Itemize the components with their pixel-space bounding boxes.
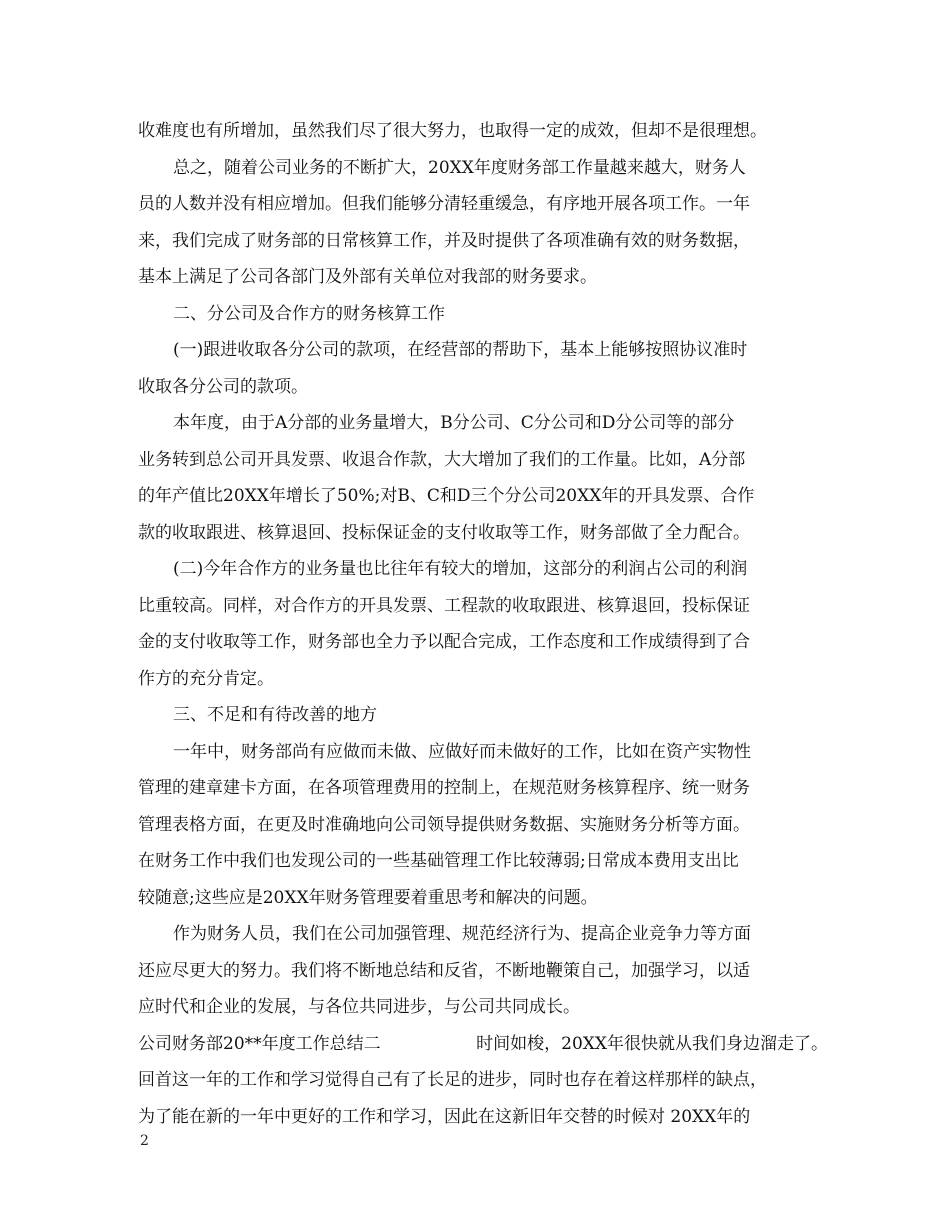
text-line: 业务转到总公司开具发票、收退合作款，大大增加了我们的工作量。比如，A分部 — [138, 449, 746, 470]
text-line: 基本上满足了公司各部门及外部有关单位对我部的财务要求。 — [138, 267, 597, 287]
text-line: 来，我们完成了财务部的日常核算工作，并及时提供了各项准确有效的财务数据， — [138, 230, 750, 251]
paragraph-start: 作为财务人员，我们在公司加强管理、规范经济行为、提高企业竞争力等方面 — [173, 924, 751, 944]
section-heading: 二、分公司及合作方的财务核算工作 — [173, 303, 445, 324]
text-line: 为了能在新的一年中更好的工作和学习，因此在这新旧年交替的时候对 20XX年的 — [138, 1106, 751, 1127]
text-line: 员的人数并没有相应增加。但我们能够分清轻重缓急，有序地开展各项工作。一年 — [138, 194, 750, 214]
section-two-title: 公司财务部20**年度工作总结二 — [138, 1033, 381, 1054]
text-line: 管理的建章建卡方面，在各项管理费用的控制上，在规范财务核算程序、统一财务 — [138, 778, 750, 798]
text-line: 款的收取跟进、核算退回、投标保证金的支付收取等工作，财务部做了全力配合。 — [138, 522, 750, 543]
text-line: 金的支付收取等工作，财务部也全力予以配合完成，工作态度和工作成绩得到了合 — [138, 632, 750, 652]
text-line: 在财务工作中我们也发现公司的一些基础管理工作比较薄弱;日常成本费用支出比 — [138, 851, 739, 871]
text-line: 回首这一年的工作和学习觉得自己有了长足的进步，同时也存在着这样那样的缺点， — [138, 1070, 767, 1090]
text-line: 较随意;这些应是20XX年财务管理要着重思考和解决的问题。 — [138, 887, 598, 908]
text-line: 应时代和企业的发展，与各位共同进步，与公司共同成长。 — [138, 997, 580, 1017]
page-number: 2 — [140, 1133, 149, 1149]
paragraph-start: 总之，随着公司业务的不断扩大，20XX年度财务部工作量越来越大，财务人 — [173, 157, 746, 178]
paragraph-start: 本年度，由于A分部的业务量增大，B分公司、C分公司和D分公司等的部分 — [173, 413, 735, 433]
paragraph-start: (二)今年合作方的业务量也比往年有较大的增加，这部分的利润占公司的利润 — [173, 559, 748, 579]
text-line: 比重较高。同样，对合作方的开具发票、工程款的收取跟进、核算退回，投标保证 — [138, 595, 750, 616]
text-line: 还应尽更大的努力。我们将不断地总结和反省，不断地鞭策自己，加强学习，以适 — [138, 960, 750, 981]
text-line: 的年产值比20XX年增长了50%;对B、C和D三个分公司20XX年的开具发票、合作 — [138, 486, 755, 506]
document-body — [138, 113, 828, 1135]
text-line: 管理表格方面，在更及时准确地向公司领导提供财务数据、实施财务分析等方面。 — [138, 814, 750, 835]
text-line: 作方的充分肯定。 — [138, 668, 274, 689]
paragraph-start: (一)跟进收取各分公司的款项，在经营部的帮助下，基本上能够按照协议准时 — [173, 340, 748, 360]
section-two-heading-line — [138, 1026, 828, 1063]
text-line: 收难度也有所增加，虽然我们尽了很大努力，也取得一定的成效，但却不是很理想。 — [138, 121, 767, 141]
section-heading: 三、不足和有待改善的地方 — [173, 705, 377, 725]
section-two-opening: 时间如梭，20XX年很快就从我们身边溜走了。 — [476, 1033, 828, 1054]
text-line: 收取各分公司的款项。 — [138, 376, 308, 397]
paragraph-start: 一年中，财务部尚有应做而未做、应做好而未做好的工作，比如在资产实物性 — [173, 741, 751, 762]
